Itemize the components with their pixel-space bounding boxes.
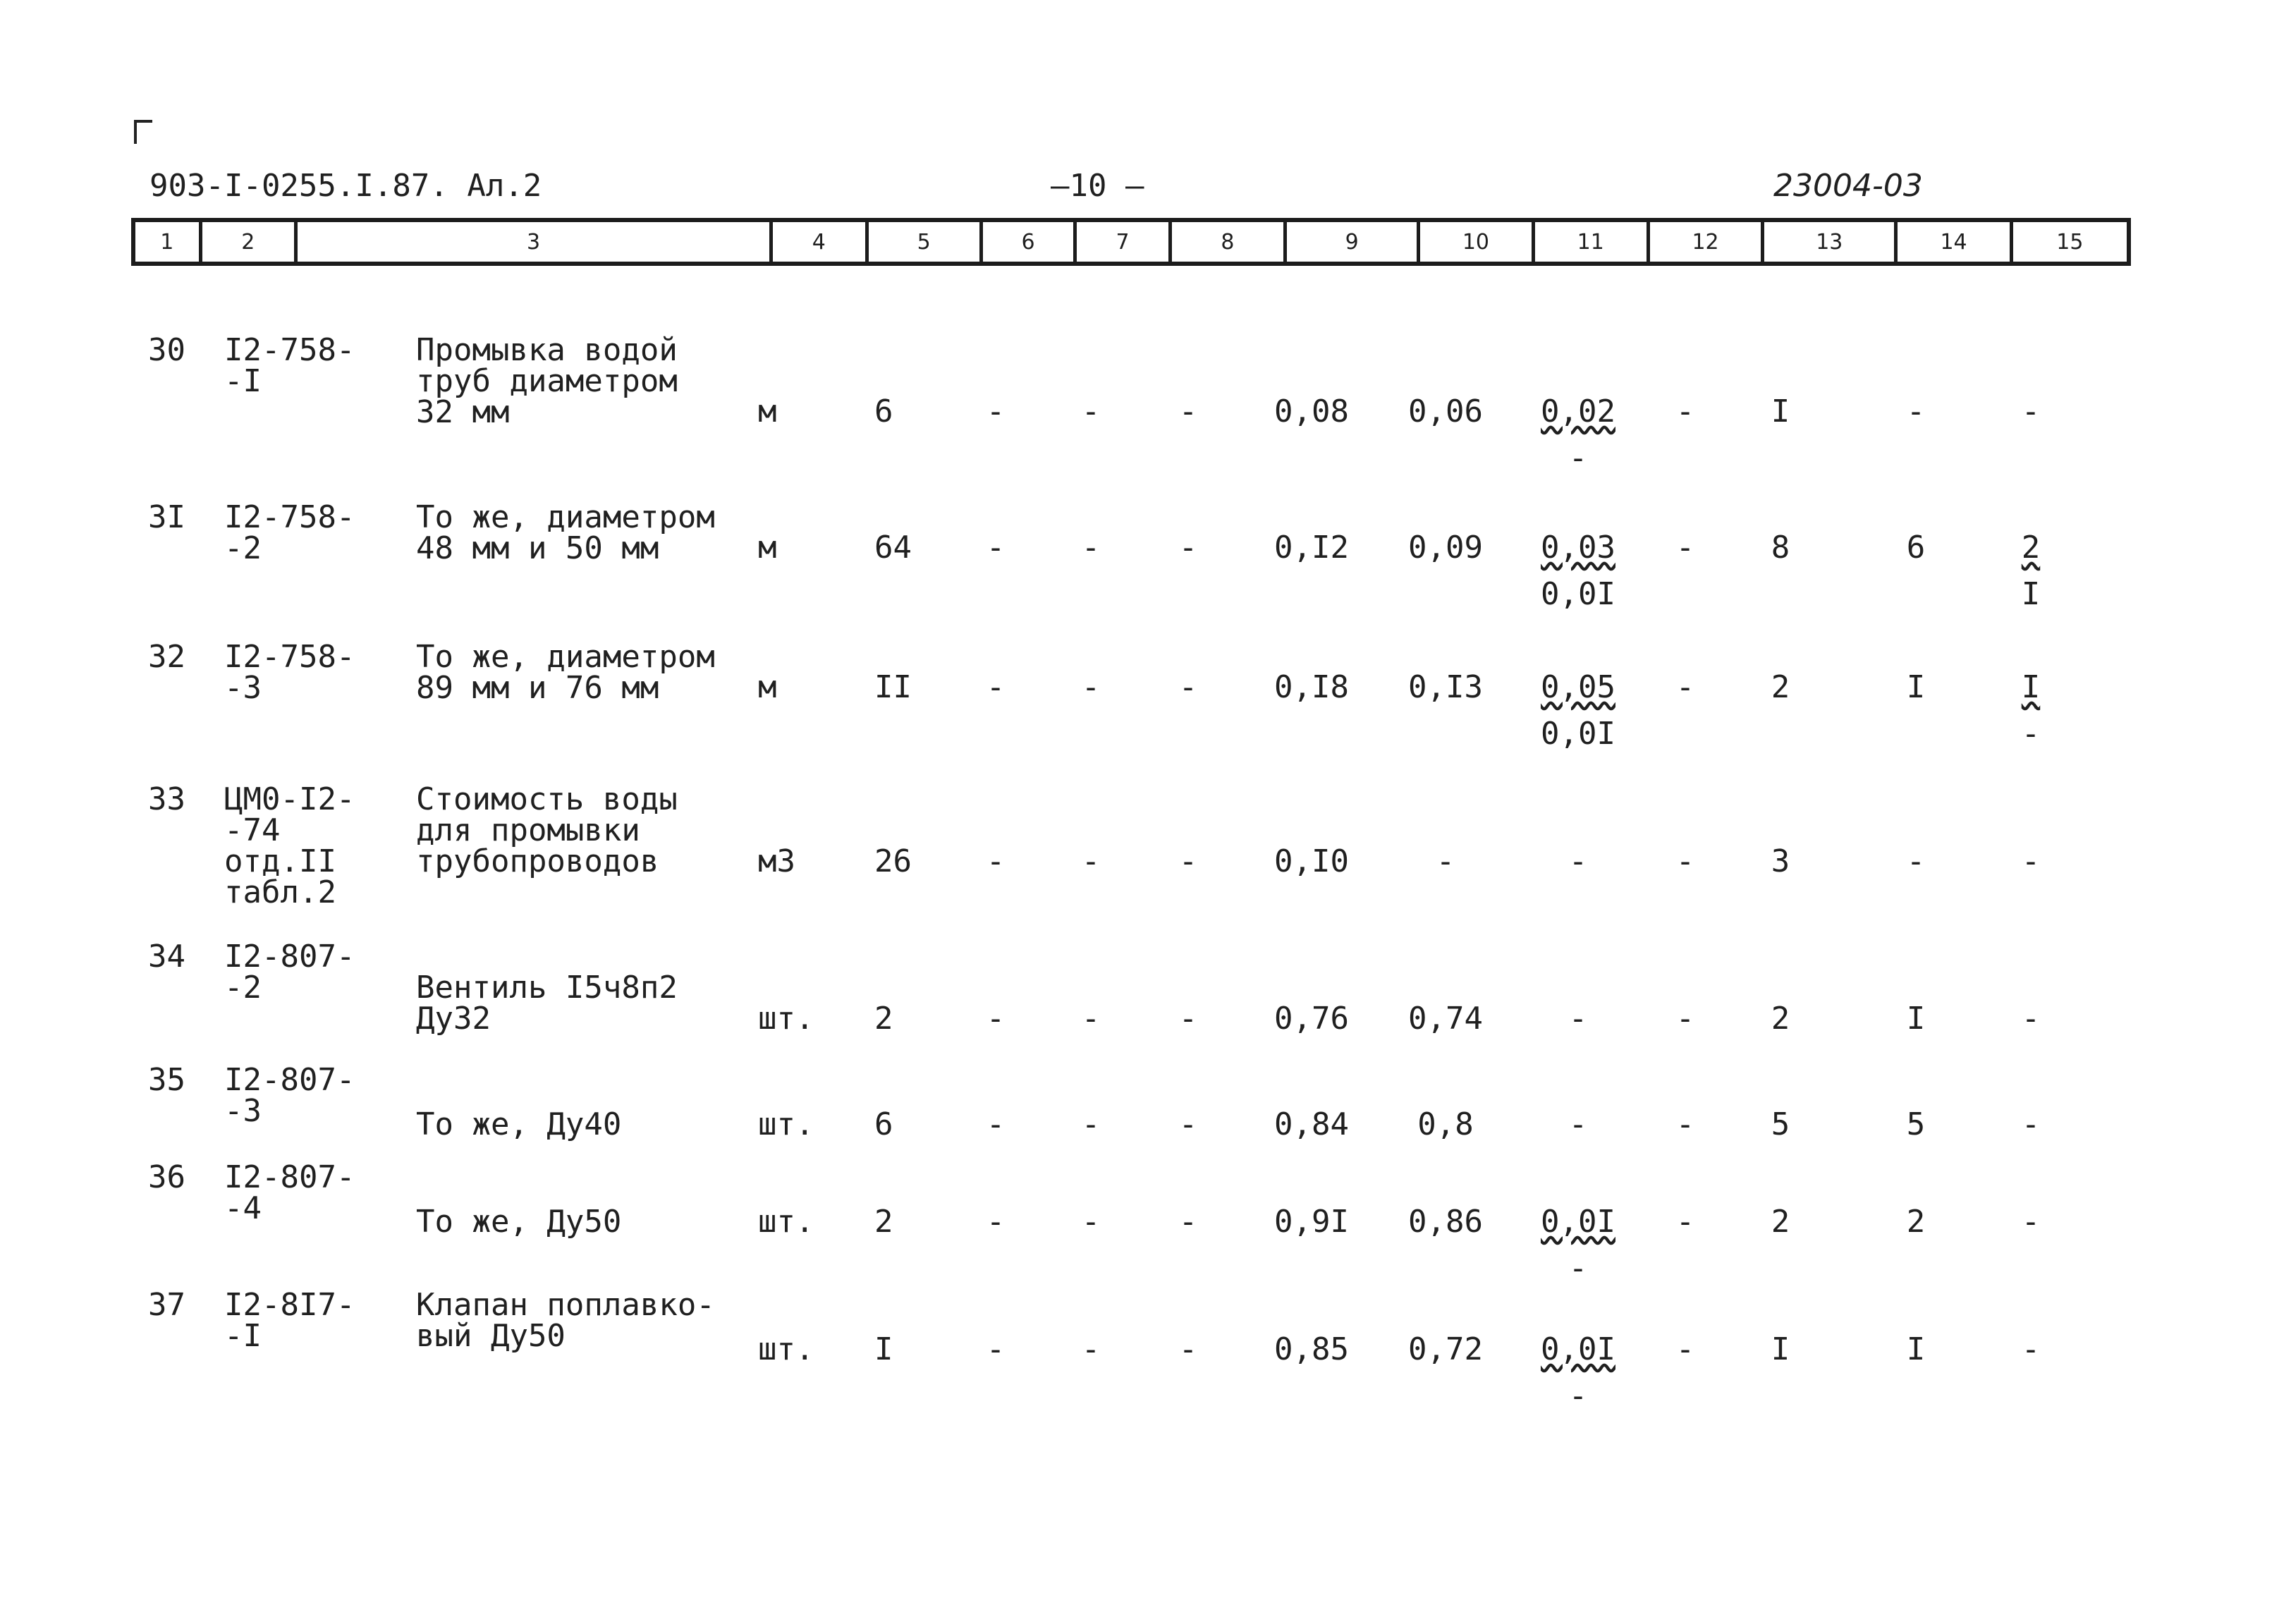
col-6-value: - xyxy=(986,393,1006,429)
quantity: 6 xyxy=(874,393,893,429)
col-8-value: - xyxy=(1178,1001,1198,1037)
quantity: 6 xyxy=(874,1106,893,1142)
row-number: 36 xyxy=(148,1159,185,1195)
col-6-value: - xyxy=(986,1331,1006,1367)
norm-code: I2-807- -2 xyxy=(224,939,355,1006)
norm-code: I2-807- -3 xyxy=(224,1062,355,1129)
norm-code: I2-758- -I xyxy=(224,332,355,399)
col-9-value: 0,08 xyxy=(1274,393,1349,429)
col-14-value: - xyxy=(1906,843,1926,879)
registration-stamp: 23004-03 xyxy=(1773,168,1923,204)
col-6-value: - xyxy=(986,1001,1006,1037)
col-7-value: - xyxy=(1081,530,1101,566)
norm-code: I2-8I7- -I xyxy=(224,1287,355,1354)
col-8-value: - xyxy=(1178,1331,1198,1367)
col-6-value: - xyxy=(986,843,1006,879)
col-13-value: 3 xyxy=(1771,843,1790,879)
column-header: 15 xyxy=(2056,229,2084,255)
col-12-value: - xyxy=(1675,843,1695,879)
col-15-value: - xyxy=(2021,1106,2041,1142)
col-8-value: - xyxy=(1178,530,1198,566)
work-description: То же, Ду40 xyxy=(416,1106,622,1142)
column-header: 14 xyxy=(1898,222,2012,262)
corner-mark xyxy=(134,120,152,144)
unit: м3 xyxy=(758,843,795,879)
col-15-value: - xyxy=(2021,1204,2041,1240)
col-13-value: I xyxy=(1771,393,1790,429)
col-13-value: 2 xyxy=(1771,1204,1790,1240)
col-8-value: - xyxy=(1178,669,1198,705)
column-header: 9 xyxy=(1287,222,1420,262)
col-10-value: 0,86 xyxy=(1408,1204,1483,1240)
col-8-value: - xyxy=(1178,1204,1198,1240)
col-9-value: 0,I0 xyxy=(1274,843,1349,879)
col-12-value: - xyxy=(1675,1001,1695,1037)
col-15-value: I xyxy=(2021,669,2041,705)
col-14-value: I xyxy=(1906,1001,1926,1037)
work-description: То же, диаметром 89 мм и 76 мм xyxy=(416,639,715,706)
col-15-value: - xyxy=(2021,843,2041,879)
col-13-value: 2 xyxy=(1771,1001,1790,1037)
col-7-value: - xyxy=(1081,669,1101,705)
work-description: Стоимость воды для промывки трубопроводов xyxy=(416,781,678,879)
norm-code: I2-807- -4 xyxy=(224,1159,355,1226)
col-15-value: 2 xyxy=(2021,530,2041,566)
column-header-row xyxy=(131,218,2131,266)
col-6-value: - xyxy=(986,1204,1006,1240)
column-header: 13 xyxy=(1764,222,1898,262)
work-description: Клапан поплавко- вый Ду50 xyxy=(416,1287,715,1354)
c11-sub: 0,0I xyxy=(1541,716,1615,752)
col-12-value: - xyxy=(1675,1331,1695,1367)
unit: м xyxy=(758,393,777,429)
column-header: 4 xyxy=(773,222,868,262)
column-header: 12 xyxy=(1650,222,1764,262)
page-number: —10 — xyxy=(1051,168,1144,204)
work-description: То же, диаметром 48 мм и 50 мм xyxy=(416,499,715,566)
col-7-value: - xyxy=(1081,1001,1101,1037)
col-6-value: - xyxy=(986,669,1006,705)
quantity: 2 xyxy=(874,1204,893,1240)
col-14-value: 5 xyxy=(1906,1106,1926,1142)
row-number: 37 xyxy=(148,1287,185,1323)
col-12-value: - xyxy=(1675,1106,1695,1142)
row-number: 34 xyxy=(148,939,185,975)
col-10-value: - xyxy=(1436,843,1455,879)
c11-sub: - xyxy=(1568,1378,1588,1414)
quantity: II xyxy=(874,669,912,705)
c15-sub: - xyxy=(2021,716,2041,752)
work-description: Вентиль I5ч8п2 Ду32 xyxy=(416,970,678,1037)
col-12-value: - xyxy=(1675,669,1695,705)
col-10-value: 0,74 xyxy=(1408,1001,1483,1037)
document-id: 903-I-0255.I.87. Ал.2 xyxy=(149,168,542,204)
col-10-value: 0,06 xyxy=(1408,393,1483,429)
quantity: 64 xyxy=(874,530,912,566)
col-13-value: 2 xyxy=(1771,669,1790,705)
column-header: 5 xyxy=(869,222,983,262)
col-13-value: I xyxy=(1771,1331,1790,1367)
unit: м xyxy=(758,530,777,566)
col-9-value: 0,85 xyxy=(1274,1331,1349,1367)
unit: шт. xyxy=(758,1106,814,1142)
col-8-value: - xyxy=(1178,393,1198,429)
unit: м xyxy=(758,669,777,705)
column-header: 1 xyxy=(135,222,202,262)
quantity: I xyxy=(874,1331,893,1367)
col-10-value: 0,72 xyxy=(1408,1331,1483,1367)
column-header: 2 xyxy=(202,222,298,262)
row-number: 30 xyxy=(148,332,185,368)
col-12-value: - xyxy=(1675,530,1695,566)
col-15-value: - xyxy=(2021,1001,2041,1037)
col-10-value: 0,8 xyxy=(1417,1106,1474,1142)
col-11-value: 0,0I xyxy=(1541,1204,1615,1240)
col-11-value: 0,03 xyxy=(1541,530,1615,566)
col-15-value: - xyxy=(2021,1331,2041,1367)
row-number: 35 xyxy=(148,1062,185,1098)
column-header: 11 xyxy=(1535,222,1650,262)
column-header: 10 xyxy=(1420,222,1534,262)
col-13-value: 5 xyxy=(1771,1106,1790,1142)
unit: шт. xyxy=(758,1331,814,1367)
work-description: То же, Ду50 xyxy=(416,1204,622,1240)
column-header: 3 xyxy=(298,222,773,262)
work-description: Промывка водой труб диаметром 32 мм xyxy=(416,332,678,430)
column-header: 8 xyxy=(1172,222,1287,262)
column-header: 7 xyxy=(1077,222,1171,262)
unit: шт. xyxy=(758,1204,814,1240)
col-7-value: - xyxy=(1081,1331,1101,1367)
norm-code: I2-758- -2 xyxy=(224,499,355,566)
col-14-value: I xyxy=(1906,669,1926,705)
norm-code: ЦМ0-I2- -74 отд.II табл.2 xyxy=(224,781,355,910)
column-header: 6 xyxy=(983,222,1077,262)
col-9-value: 0,I2 xyxy=(1274,530,1349,566)
col-7-value: - xyxy=(1081,393,1101,429)
col-14-value: 6 xyxy=(1906,530,1926,566)
col-11-value: - xyxy=(1568,843,1588,879)
col-14-value: 2 xyxy=(1906,1204,1926,1240)
c11-sub: 0,0I xyxy=(1541,576,1615,612)
col-11-value: - xyxy=(1568,1001,1588,1037)
quantity: 26 xyxy=(874,843,912,879)
col-11-value: 0,0I xyxy=(1541,1331,1615,1367)
col-14-value: - xyxy=(1906,393,1926,429)
norm-code: I2-758- -3 xyxy=(224,639,355,706)
unit: шт. xyxy=(758,1001,814,1037)
col-11-value: 0,05 xyxy=(1541,669,1615,705)
row-number: 33 xyxy=(148,781,185,817)
col-10-value: 0,09 xyxy=(1408,530,1483,566)
col-6-value: - xyxy=(986,530,1006,566)
c11-sub: - xyxy=(1568,1250,1588,1286)
col-12-value: - xyxy=(1675,393,1695,429)
col-12-value: - xyxy=(1675,1204,1695,1240)
col-8-value: - xyxy=(1178,843,1198,879)
col-10-value: 0,I3 xyxy=(1408,669,1483,705)
col-11-value: 0,02 xyxy=(1541,393,1615,429)
row-number: 32 xyxy=(148,639,185,675)
col-7-value: - xyxy=(1081,1106,1101,1142)
col-13-value: 8 xyxy=(1771,530,1790,566)
c11-sub: - xyxy=(1568,440,1588,476)
col-9-value: 0,76 xyxy=(1274,1001,1349,1037)
col-11-value: - xyxy=(1568,1106,1588,1142)
col-14-value: I xyxy=(1906,1331,1926,1367)
col-15-value: - xyxy=(2021,393,2041,429)
col-9-value: 0,84 xyxy=(1274,1106,1349,1142)
col-6-value: - xyxy=(986,1106,1006,1142)
col-7-value: - xyxy=(1081,843,1101,879)
col-8-value: - xyxy=(1178,1106,1198,1142)
c15-sub: I xyxy=(2021,576,2041,612)
col-7-value: - xyxy=(1081,1204,1101,1240)
row-number: 3I xyxy=(148,499,185,535)
col-9-value: 0,I8 xyxy=(1274,669,1349,705)
col-9-value: 0,9I xyxy=(1274,1204,1349,1240)
quantity: 2 xyxy=(874,1001,893,1037)
